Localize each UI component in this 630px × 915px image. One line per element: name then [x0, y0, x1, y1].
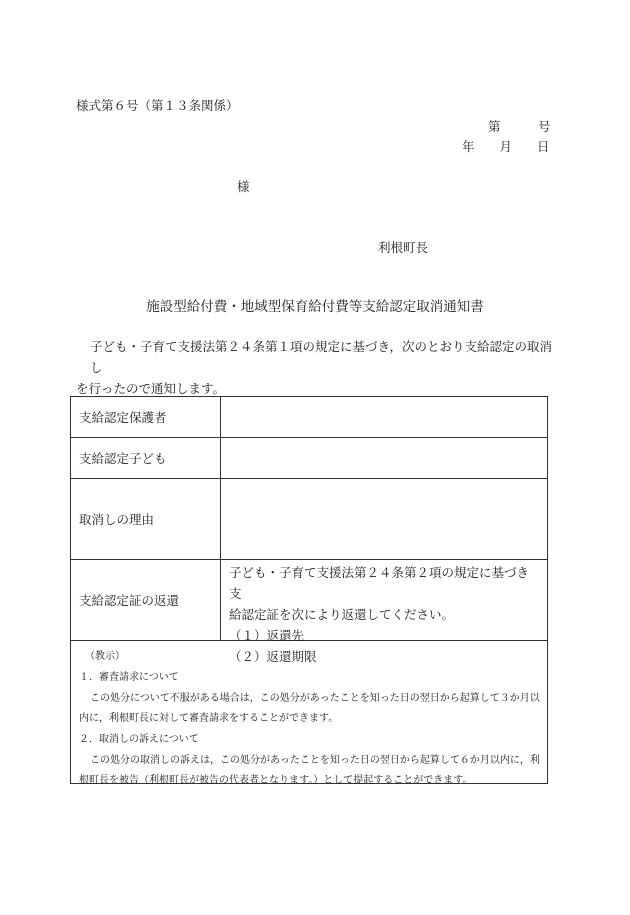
label-reason: 取消しの理由	[71, 479, 221, 559]
notice-section-1-line-2: 内に，利根町長に対して審査請求をすることができます。	[79, 713, 339, 724]
label-return: 支給認定証の返還	[71, 560, 221, 640]
label-child: 支給認定子ども	[71, 438, 221, 478]
appeal-notice	[71, 641, 547, 786]
details-table	[70, 396, 548, 784]
notice-section-2-title: ２．取消しの訴えについて	[79, 734, 199, 745]
value-child	[221, 438, 547, 478]
table-row-child	[71, 438, 547, 479]
recipient-suffix: 様	[237, 179, 250, 194]
issuer-name: 利根町長	[378, 240, 429, 255]
label-guardian: 支給認定保護者	[71, 397, 221, 437]
notice-section-1-line-1: この処分について不服がある場合は，この処分があったことを知った日の翌日から起算して３か月以	[90, 693, 540, 704]
value-guardian	[221, 397, 547, 437]
notice-section-1-title: １．審査請求について	[79, 672, 179, 683]
value-reason	[221, 479, 547, 559]
value-return	[221, 560, 547, 664]
body-text	[76, 336, 554, 399]
return-line-1: 子ども・子育て支援法第２４条第２項の規定に基づき支	[229, 565, 530, 601]
date-label: 年 月 日	[462, 139, 550, 154]
notice-section-2-line-2: 根町長を被告（利根町長が被告の代表者となります。）として提起することができます。	[79, 775, 473, 786]
notice-section-2-line-1: この処分の取消しの訴えは，この処分があったことを知った日の翌日から起算して６か月以内に，利	[90, 755, 540, 766]
notice-heading: （教示）	[85, 651, 125, 662]
form-number: 様式第６号（第１３条関係）	[76, 98, 239, 113]
return-line-2: 給認定証を次により返還してください。	[229, 607, 455, 622]
table-row-reason	[71, 479, 547, 560]
table-row-guardian	[71, 397, 547, 438]
document-number-label: 第 号	[488, 119, 551, 134]
body-line-1: 子ども・子育て支援法第２４条第１項の規定に基づき，次のとおり支給認定の取消し	[90, 339, 553, 375]
document-title: 施設型給付費・地域型保育給付費等支給認定取消通知書	[146, 299, 484, 315]
return-item-deadline: （２）返還期限	[229, 649, 317, 664]
return-item-destination: （１）返還先	[229, 628, 305, 643]
body-line-2: を行ったので通知します。	[76, 381, 226, 396]
